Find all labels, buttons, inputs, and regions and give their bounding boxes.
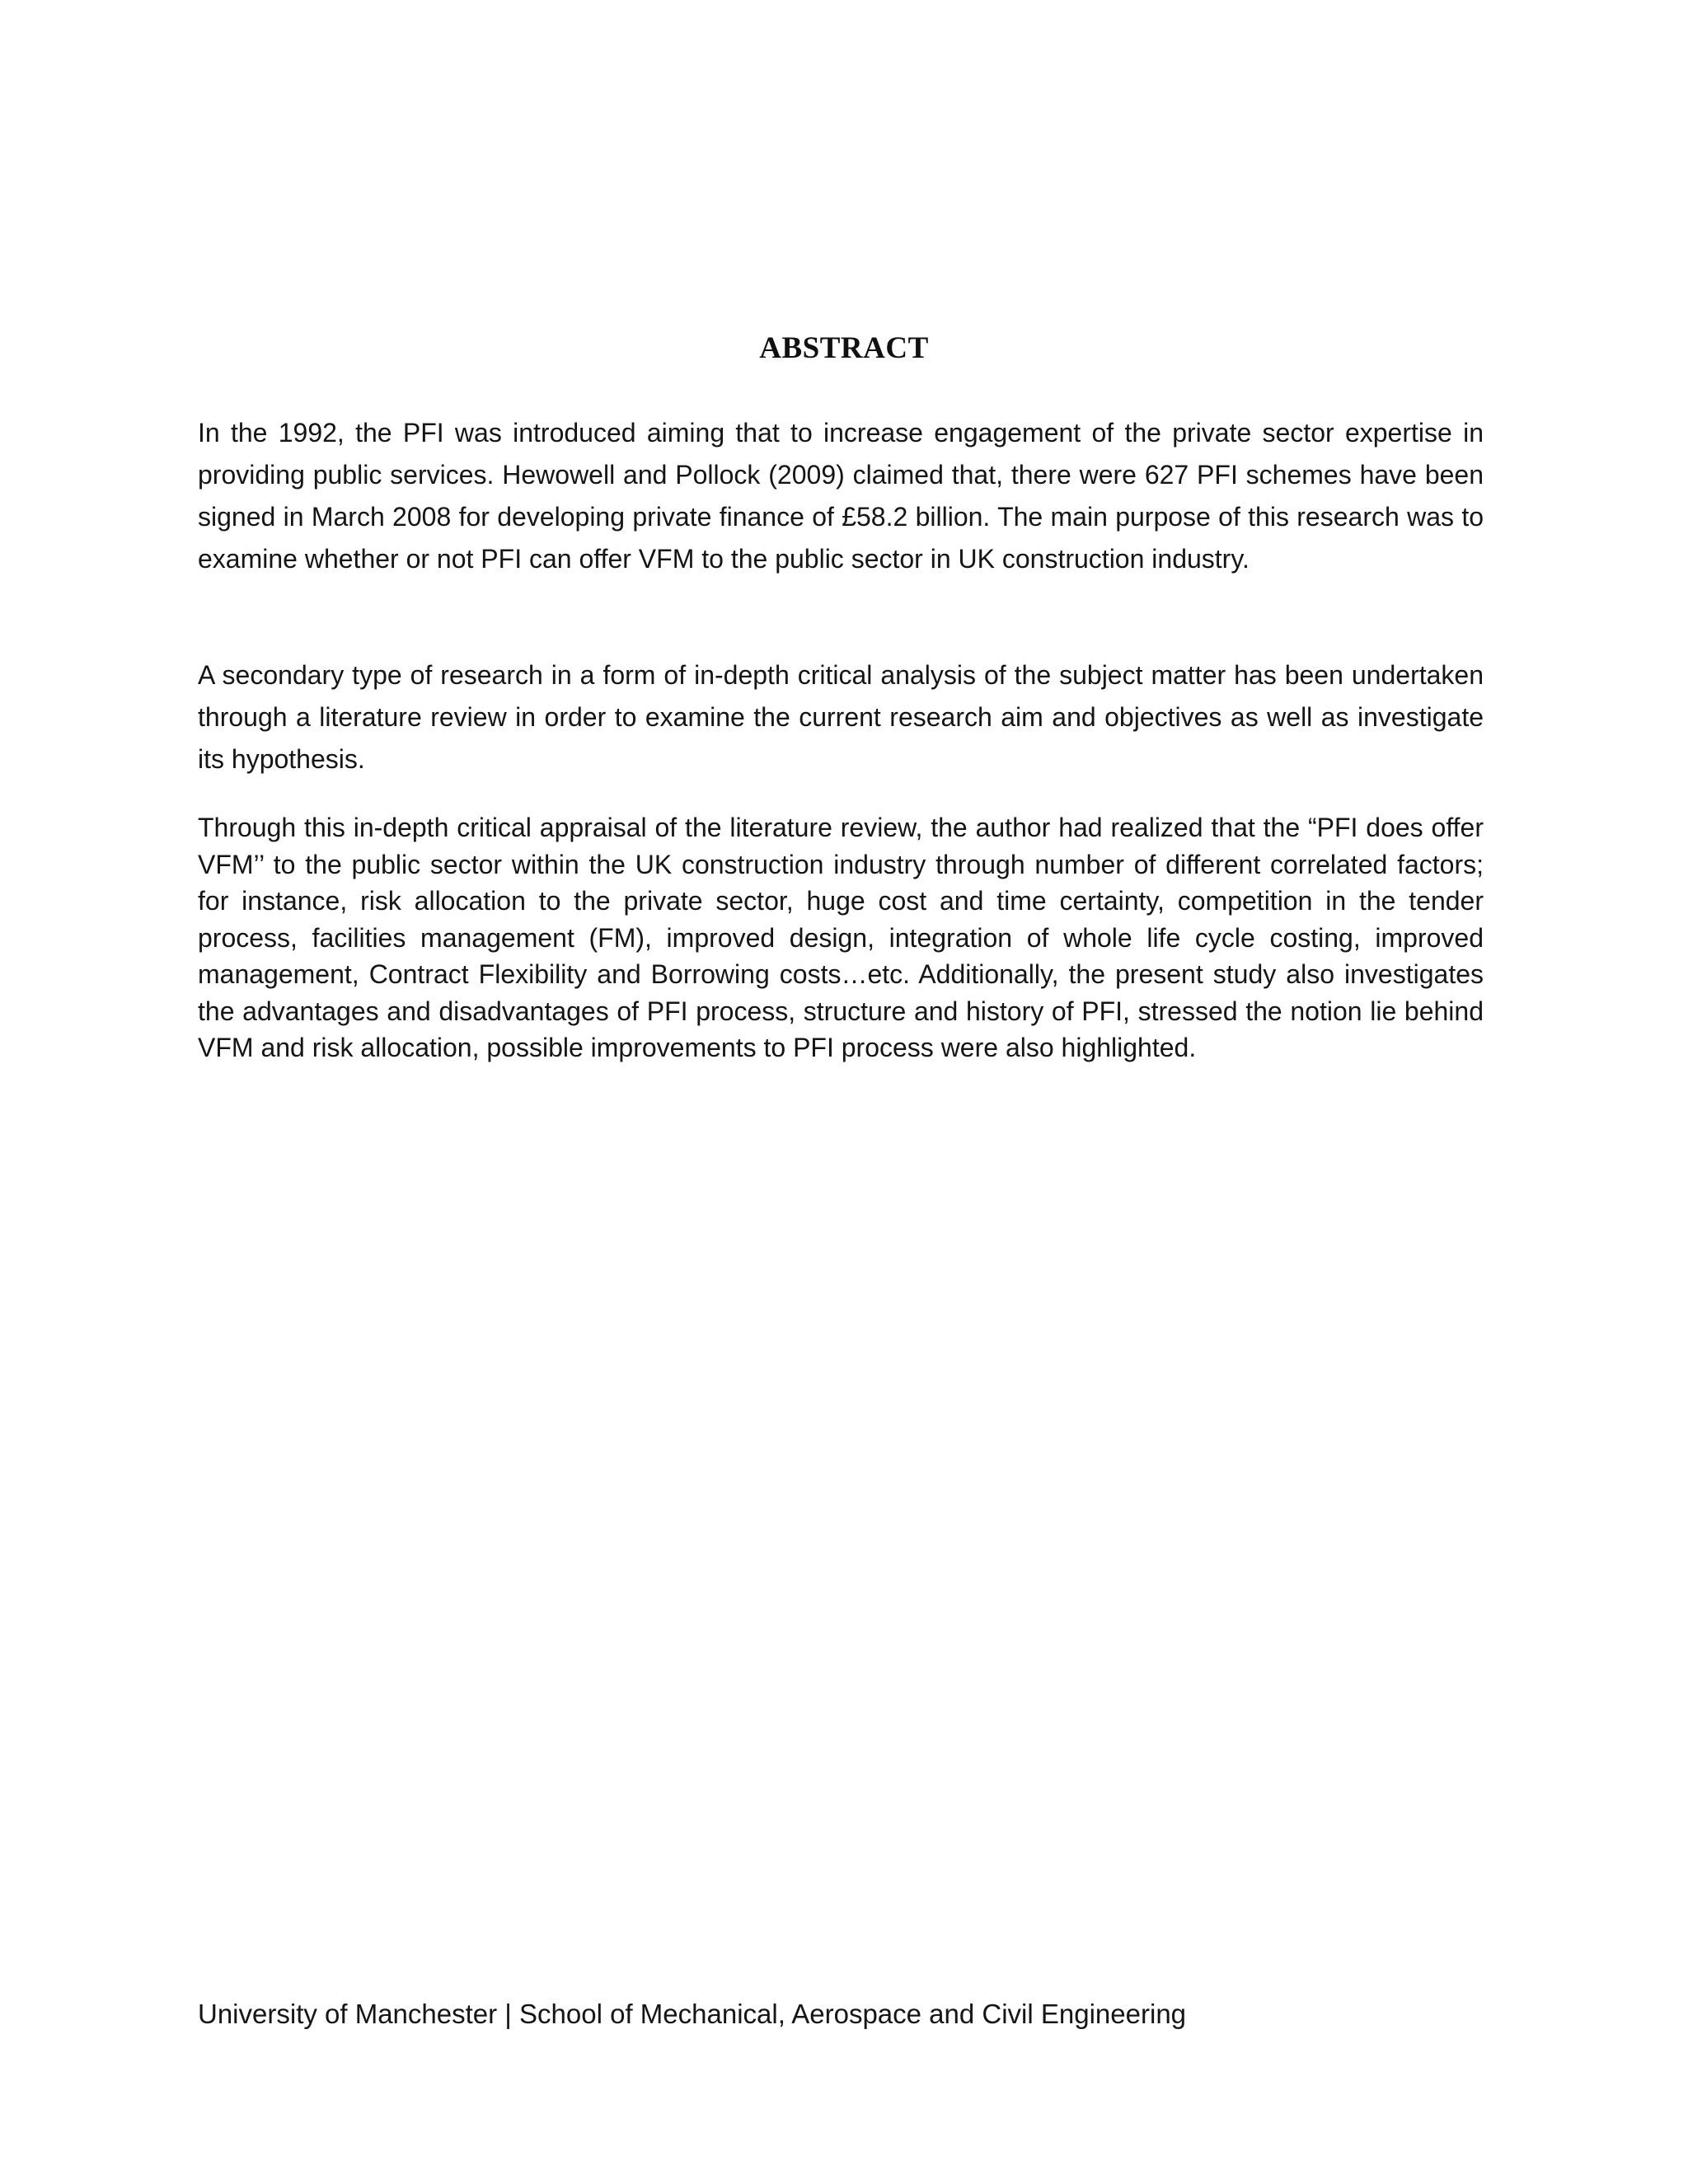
abstract-paragraph-2: A secondary type of research in a form of in-depth critical analysis of the subject matter has been undertaken through a literature review in order to examine the current research aim and objectives as well as investigate its hypothesis.	[198, 660, 1484, 774]
abstract-heading: ABSTRACT	[759, 331, 929, 365]
abstract-paragraph-3: Through this in-depth critical appraisal of the literature review, the author had realized that the “PFI does offer VFM’’ to the public sector within the UK construction industry through number of different correlated factors; for instance, risk allocation to the private sector, huge cost and time certainty, competition in the tender process, facilities management (FM), improved design, integration of whole life cycle costing, improved management, Contract Flexibility and Borrowing costs…etc. Additionally, the present study also investigates the advantages and disadvantages of PFI process, structure and history of PFI, stressed the notion lie behind VFM and risk allocation, possible improvements to PFI process were also highlighted.	[198, 813, 1484, 1062]
abstract-paragraph-1: In the 1992, the PFI was introduced aiming that to increase engagement of the private sector expertise in providing public services. Hewowell and Pollock (2009) claimed that, there were 627 PFI schemes have been signed in March 2008 for developing private finance of £58.2 billion. The main purpose of this research was to examine whether or not PFI can offer VFM to the public sector in UK construction industry.	[198, 418, 1484, 574]
page-footer: University of Manchester | School of Mechanical, Aerospace and Civil Engineering	[198, 1999, 1187, 2029]
